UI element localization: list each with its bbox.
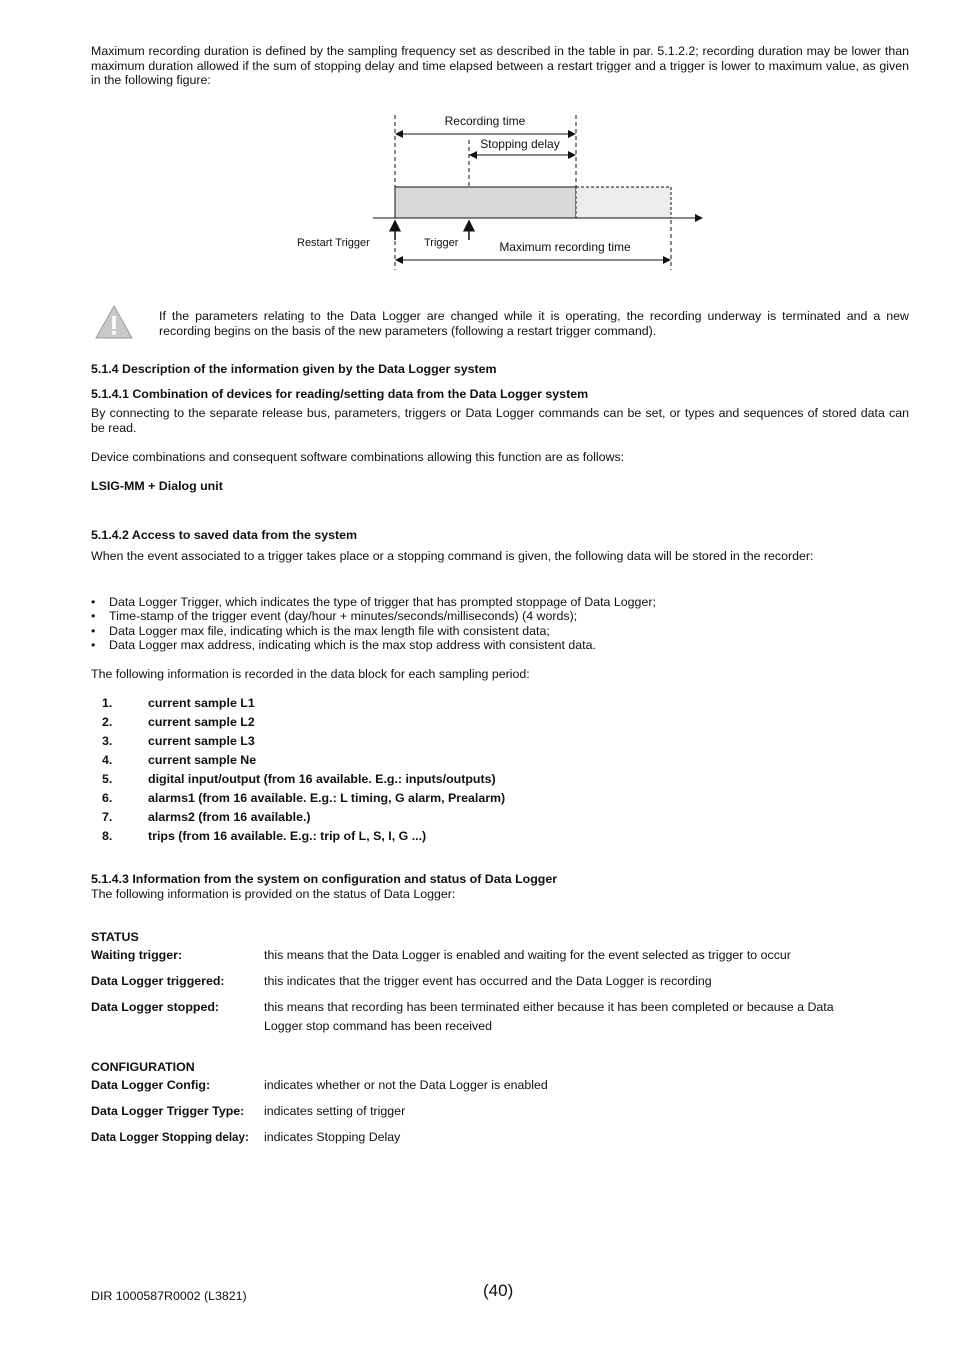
list-item: • Time-stamp of the trigger event (day/hour + minutes/seconds/milliseconds) (4 words); (91, 609, 909, 623)
section-5143-paragraph-1: The following information is provided on the status of Data Logger: (91, 887, 456, 901)
recording-time-diagram (290, 110, 720, 275)
page-number: (40) (483, 1281, 514, 1300)
status-row: Data Logger triggered: this indicates that the trigger event has occurred and the Data Logger is recording (91, 974, 712, 988)
section-heading-514: 5.1.4 Description of the information given by the Data Logger system (91, 362, 497, 376)
device-combination: LSIG-MM + Dialog unit (91, 479, 223, 493)
configuration-title: CONFIGURATION (91, 1060, 195, 1074)
document-code: DIR 1000587R0002 (L3821) (91, 1289, 247, 1303)
status-row: Data Logger stopped: this means that recording has been terminated either because it has been completed or because a Data Logger stop command has been received (91, 1000, 834, 1033)
section-5141-paragraph-1: By connecting to the separate release bus, parameters, triggers or Data Logger commands can be set, or types and sequences of stored data can be read. (91, 406, 909, 435)
warning-triangle-icon (94, 304, 134, 340)
intro-paragraph: Maximum recording duration is defined by the sampling frequency set as described in the table in par. 5.1.2.2; recording duration may be lower than maximum duration allowed if the sum of stopping delay and time elapsed between a restart trigger and a trigger is lower to maximum value, as given in the following figure: (91, 44, 909, 87)
section-heading-5142: 5.1.4.2 Access to saved data from the system (91, 528, 358, 542)
list-item: • Data Logger max address, indicating which is the max stop address with consistent data. (91, 638, 909, 652)
section-heading-5141: 5.1.4.1 Combination of devices for reading/setting data from the Data Logger system (91, 387, 589, 401)
section-5142-paragraph-1: When the event associated to a trigger takes place or a stopping command is given, the following data will be stored in the recorder: (91, 549, 814, 563)
recording-time-label: Recording time (444, 114, 526, 128)
list-item: • Data Logger Trigger, which indicates the type of trigger that has prompted stoppage of Data Logger; (91, 595, 909, 609)
config-row: Data Logger Config: indicates whether or not the Data Logger is enabled (91, 1078, 548, 1092)
data-block-list: 1. current sample L1 2. current sample L2 3. current sample L3 4. current sample Ne 5. digital input/output (from 16 available. E.g.: inputs/outputs) 6. alarms1 (from 16 available. E.g.: L timing, G alarm, Prealarm) 7. alarms2 (from 16 available.) 8. trips (from 16 available. E.g.: trip of L, S, I, G ...) (102, 696, 506, 843)
stored-data-list (91, 595, 909, 652)
max-recording-box (576, 187, 671, 218)
config-row: Data Logger Stopping delay: indicates Stopping Delay (91, 1130, 401, 1144)
status-row: Waiting trigger: this means that the Data Logger is enabled and waiting for the event selected as trigger to occur (91, 948, 791, 962)
config-row: Data Logger Trigger Type: indicates setting of trigger (91, 1104, 406, 1118)
recording-box (395, 187, 576, 218)
section-5141-paragraph-2: Device combinations and consequent software combinations allowing this function are as follows: (91, 450, 625, 464)
stopping-delay-label: Stopping delay (480, 137, 560, 151)
section-heading-5143: 5.1.4.3 Information from the system on configuration and status of Data Logger (91, 872, 558, 886)
max-recording-time-label: Maximum recording time (499, 240, 631, 254)
warning-text: If the parameters relating to the Data Logger are changed while it is operating, the recording underway is terminated and a new recording begins on the basis of the new parameters (following a restart trigger command). (159, 309, 909, 338)
trigger-label: Trigger (424, 237, 459, 249)
restart-trigger-label: Restart Trigger (297, 237, 370, 249)
status-title: STATUS (91, 930, 139, 944)
section-5142-paragraph-2: The following information is recorded in the data block for each sampling period: (91, 667, 530, 681)
list-item: • Data Logger max file, indicating which is the max length file with consistent data; (91, 624, 909, 638)
